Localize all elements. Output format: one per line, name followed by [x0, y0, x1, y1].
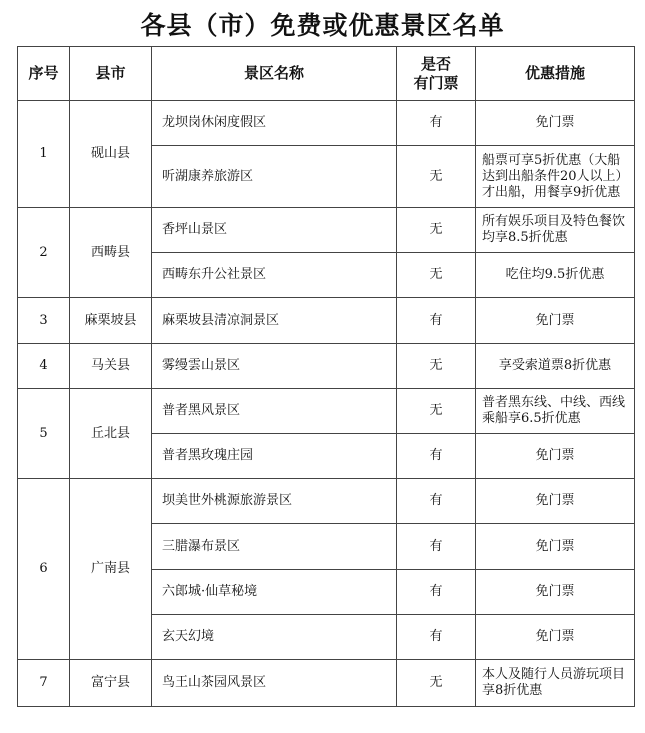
- header-discount: 优惠措施: [476, 47, 635, 101]
- county-cell: 砚山县: [70, 101, 152, 208]
- discount-cell: 免门票: [476, 570, 635, 615]
- table-row: [18, 389, 635, 434]
- seq-cell: 3: [18, 298, 70, 344]
- header-row: [18, 47, 635, 101]
- ticket-cell: 有: [397, 615, 476, 660]
- county-cell: 马关县: [70, 344, 152, 389]
- table-row: [18, 660, 635, 707]
- discount-cell: 船票可享5折优惠（大船达到出船条件20人以上）才出船，用餐享9折优惠: [476, 146, 635, 208]
- scenic-name-cell: 麻栗坡县清凉洞景区: [152, 298, 397, 344]
- discount-cell: 免门票: [476, 298, 635, 344]
- scenic-name-cell: 普者黑玫瑰庄园: [152, 434, 397, 479]
- discount-cell: 享受索道票8折优惠: [476, 344, 635, 389]
- discount-cell: 免门票: [476, 615, 635, 660]
- scenic-name-cell: 坝美世外桃源旅游景区: [152, 479, 397, 524]
- ticket-cell: 有: [397, 101, 476, 146]
- seq-cell: 7: [18, 660, 70, 707]
- header-scenic-name: 景区名称: [152, 47, 397, 101]
- discount-cell: 本人及随行人员游玩项目享8折优惠: [476, 660, 635, 707]
- discount-cell: 免门票: [476, 101, 635, 146]
- table-row: [18, 344, 635, 389]
- header-ticket-line1: 是否: [420, 54, 451, 73]
- table-row: [18, 298, 635, 344]
- scenic-name-cell: 香坪山景区: [152, 208, 397, 253]
- header-county: 县市: [70, 47, 152, 101]
- table-row: [18, 101, 635, 146]
- county-cell: 广南县: [70, 479, 152, 660]
- scenic-name-cell: 雾缦雲山景区: [152, 344, 397, 389]
- ticket-cell: 无: [397, 389, 476, 434]
- ticket-cell: 无: [397, 208, 476, 253]
- scenic-name-cell: 龙坝岗休闲度假区: [152, 101, 397, 146]
- header-seq: 序号: [18, 47, 70, 101]
- discount-cell: 免门票: [476, 479, 635, 524]
- county-cell: 富宁县: [70, 660, 152, 707]
- scenic-name-cell: 六郎城·仙草秘境: [152, 570, 397, 615]
- scenic-name-cell: 玄天幻境: [152, 615, 397, 660]
- ticket-cell: 有: [397, 570, 476, 615]
- seq-cell: 6: [18, 479, 70, 660]
- header-ticket-line2: 有门票: [413, 73, 459, 92]
- scenic-name-cell: 普者黑风景区: [152, 389, 397, 434]
- scenic-list-table: [17, 46, 635, 707]
- scenic-name-cell: 听湖康养旅游区: [152, 146, 397, 208]
- seq-cell: 4: [18, 344, 70, 389]
- ticket-cell: 有: [397, 524, 476, 570]
- table-row: [18, 208, 635, 253]
- seq-cell: 1: [18, 101, 70, 208]
- page-title: 各县（市）免费或优惠景区名单: [140, 11, 505, 40]
- seq-cell: 5: [18, 389, 70, 479]
- header-ticket: [397, 47, 476, 101]
- ticket-cell: 有: [397, 479, 476, 524]
- ticket-cell: 无: [397, 253, 476, 298]
- scenic-name-cell: 鸟王山茶园风景区: [152, 660, 397, 707]
- ticket-cell: 无: [397, 344, 476, 389]
- ticket-cell: 有: [397, 434, 476, 479]
- ticket-cell: 无: [397, 146, 476, 208]
- discount-cell: 吃住均9.5折优惠: [476, 253, 635, 298]
- ticket-cell: 有: [397, 298, 476, 344]
- discount-cell: 免门票: [476, 524, 635, 570]
- discount-cell: 所有娱乐项目及特色餐饮均享8.5折优惠: [476, 208, 635, 253]
- county-cell: 丘北县: [70, 389, 152, 479]
- discount-cell: 免门票: [476, 434, 635, 479]
- seq-cell: 2: [18, 208, 70, 298]
- ticket-cell: 无: [397, 660, 476, 707]
- scenic-name-cell: 三腊瀑布景区: [152, 524, 397, 570]
- discount-cell: 普者黑东线、中线、西线乘船享6.5折优惠: [476, 389, 635, 434]
- table-row: [18, 479, 635, 524]
- scenic-name-cell: 西畴东升公社景区: [152, 253, 397, 298]
- county-cell: 西畴县: [70, 208, 152, 298]
- county-cell: 麻栗坡县: [70, 298, 152, 344]
